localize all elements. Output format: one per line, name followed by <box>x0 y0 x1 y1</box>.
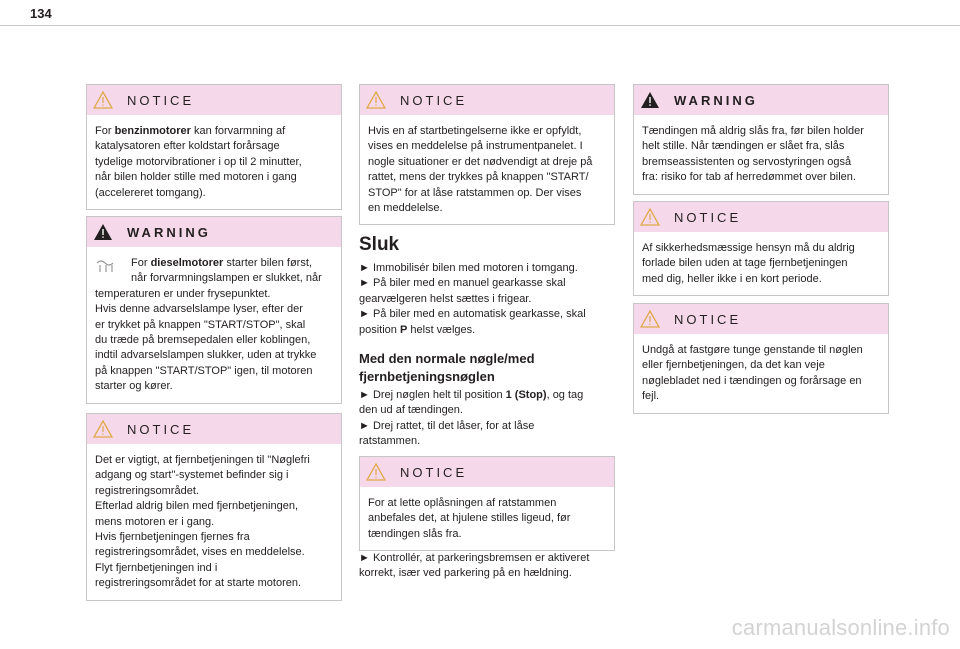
warning-box-ignition <box>633 84 889 195</box>
warning-header <box>634 85 888 115</box>
sluk-steps <box>359 261 613 338</box>
warning-header <box>87 217 341 247</box>
notice-header <box>87 85 341 115</box>
notice-body <box>87 444 341 600</box>
notice-box-keyless <box>86 413 342 601</box>
text-line: Hvis denne advarselslampe lyser, efter der <box>95 303 303 316</box>
notice-body <box>360 115 614 224</box>
warning-title: WARNING <box>127 224 211 240</box>
notice-title: NOTICE <box>127 421 195 437</box>
warning-triangle-icon <box>93 223 113 241</box>
notice-body <box>634 232 888 295</box>
text-line: bremseassistenten og servostyringen også <box>642 155 852 168</box>
notice-header <box>360 457 614 487</box>
watermark: carmanualsonline.info <box>731 615 950 640</box>
text-line: adgang og start"-systemet befinder sig i <box>95 469 289 482</box>
text-line: korrekt, især ved parkering på en hældning. <box>359 567 572 580</box>
text-line: Tændingen må aldrig slås fra, før bilen holder <box>642 125 864 137</box>
notice-triangle-icon <box>366 463 386 481</box>
subheading: Med den normale nøgle/med fjernbetjeningsnøglen <box>359 351 535 384</box>
notice-box-start-conditions <box>359 84 615 225</box>
text-line: fejl. <box>642 390 660 403</box>
notice-triangle-icon <box>640 208 660 226</box>
text-line: Hvis fjernbetjeningen fjernes fra <box>95 531 250 544</box>
notice-triangle-icon <box>640 310 660 328</box>
notice-title: NOTICE <box>674 209 742 225</box>
text-line: temperaturen er under frysepunktet. <box>95 287 271 300</box>
text-line: Efterlad aldrig bilen med fjernbetjeningen, <box>95 500 299 513</box>
text-line: fra: risiko for tab af herredømmet over bilen. <box>642 171 856 184</box>
text-line: Det er vigtigt, at fjernbetjeningen til "Nøglefri <box>95 454 310 466</box>
notice-title: NOTICE <box>400 464 468 480</box>
text-line: ratstammen. <box>359 435 421 448</box>
text-line: anbefales det, at hjulene stilles ligeud, før <box>368 512 571 525</box>
text-line: når bilen holder stille med motoren i gang <box>95 171 297 184</box>
text-line: på knappen "START/STOP" igen, til motoren <box>95 364 313 377</box>
notice-body <box>87 115 341 209</box>
warning-box-diesel <box>86 216 342 404</box>
text-line: vises en meddelelse på instrumentpanelet. I <box>368 140 583 153</box>
text-line: For dieselmotorer starter bilen først, <box>131 257 312 269</box>
text-line: med dig, heller ikke i en kort periode. <box>642 272 822 285</box>
text-line: For benzinmotorer kan forvarmning af <box>95 125 286 137</box>
text-line: starter og kører. <box>95 380 173 393</box>
text-line: registreringsområdet, vises en meddelelse. <box>95 546 305 559</box>
text-line: registreringsområdet for at starte motoren. <box>95 577 302 590</box>
text-line: du træde på bremsepedalen eller koblingen, <box>95 334 311 347</box>
text-line: en meddelelse. <box>368 202 443 215</box>
text-line: (accelereret tomgang). <box>95 186 206 199</box>
text-line: Hvis en af startbetingelserne ikke er opfyldt, <box>368 125 582 137</box>
text-line: ► På biler med en manuel gearkasse skal <box>359 277 566 290</box>
text-line: position P helst vælges. <box>359 323 476 336</box>
notice-header <box>634 202 888 232</box>
text-line: tændingen slås fra. <box>368 527 462 540</box>
notice-header <box>360 85 614 115</box>
text-line: nogle situationer er det nødvendigt at dreje på <box>368 155 593 168</box>
text-line: gearvælgeren helst sættes i frigear. <box>359 292 532 305</box>
text-line: ► Kontrollér, at parkeringsbremsen er aktiveret <box>359 552 590 564</box>
text-line: nøglebladet ned i tændingen og forårsage en <box>642 374 862 387</box>
text-line: registreringsområdet. <box>95 484 199 497</box>
text-line: ► Drej rattet, til det låser, for at låse <box>359 419 535 432</box>
text-line: er trykket på knappen "START/STOP", skal <box>95 318 306 331</box>
text-line: den ud af tændingen. <box>359 404 463 417</box>
text-line: når forvarmningslampen er slukket, når <box>131 272 322 285</box>
text-line: tydelige motorvibrationer i op til 2 minutter, <box>95 155 302 168</box>
text-line: mens motoren er i gang. <box>95 515 215 528</box>
warning-body <box>87 247 341 403</box>
glow-plug-icon <box>95 258 117 274</box>
text-line: helt stille. Når tændingen er slået fra, slås <box>642 140 845 153</box>
notice-triangle-icon <box>93 420 113 438</box>
text-line: eller fjernbetjeningen, da det kan veje <box>642 359 825 372</box>
notice-header <box>87 414 341 444</box>
text-line: katalysatoren efter koldstart forårsage <box>95 140 280 153</box>
notice-triangle-icon <box>93 91 113 109</box>
notice-title: NOTICE <box>674 311 742 327</box>
notice-body <box>360 487 614 550</box>
notice-title: NOTICE <box>400 92 468 108</box>
notice-body <box>634 334 888 413</box>
text-line: rattet, mens der trykkes på knappen "START/ <box>368 171 589 184</box>
parking-brake-step <box>359 551 613 582</box>
text-line: STOP" for at låse ratstammen op. Der vises <box>368 186 582 199</box>
notice-title: NOTICE <box>127 92 195 108</box>
text-line: indtil advarselslampen slukker, uden at trykke <box>95 349 317 362</box>
warning-body <box>634 115 888 194</box>
notice-box-steering-lock <box>359 456 615 551</box>
text-line: Af sikkerhedsmæssige hensyn må du aldrig <box>642 242 855 254</box>
notice-box-heavy-objects <box>633 303 889 414</box>
notice-header <box>634 304 888 334</box>
warning-title: WARNING <box>674 92 758 108</box>
text-line: ► På biler med en automatisk gearkasse, skal <box>359 308 586 321</box>
key-steps <box>359 388 613 450</box>
header-divider <box>0 25 960 26</box>
text-line: Undgå at fastgøre tunge genstande til nøglen <box>642 344 863 356</box>
text-line: For at lette oplåsningen af ratstammen <box>368 497 557 509</box>
section-heading: Sluk <box>359 234 400 255</box>
text-line: forlade bilen uden at tage fjernbetjeningen <box>642 257 848 270</box>
text-line: ► Immobilisér bilen med motoren i tomgang. <box>359 262 578 274</box>
notice-box-benzin <box>86 84 342 210</box>
text-line: Flyt fjernbetjeningen ind i <box>95 561 218 574</box>
warning-triangle-icon <box>640 91 660 109</box>
text-line: ► Drej nøglen helt til position 1 (Stop), og tag <box>359 389 584 401</box>
notice-box-safety <box>633 201 889 296</box>
page-number: 134 <box>30 6 52 21</box>
notice-triangle-icon <box>366 91 386 109</box>
